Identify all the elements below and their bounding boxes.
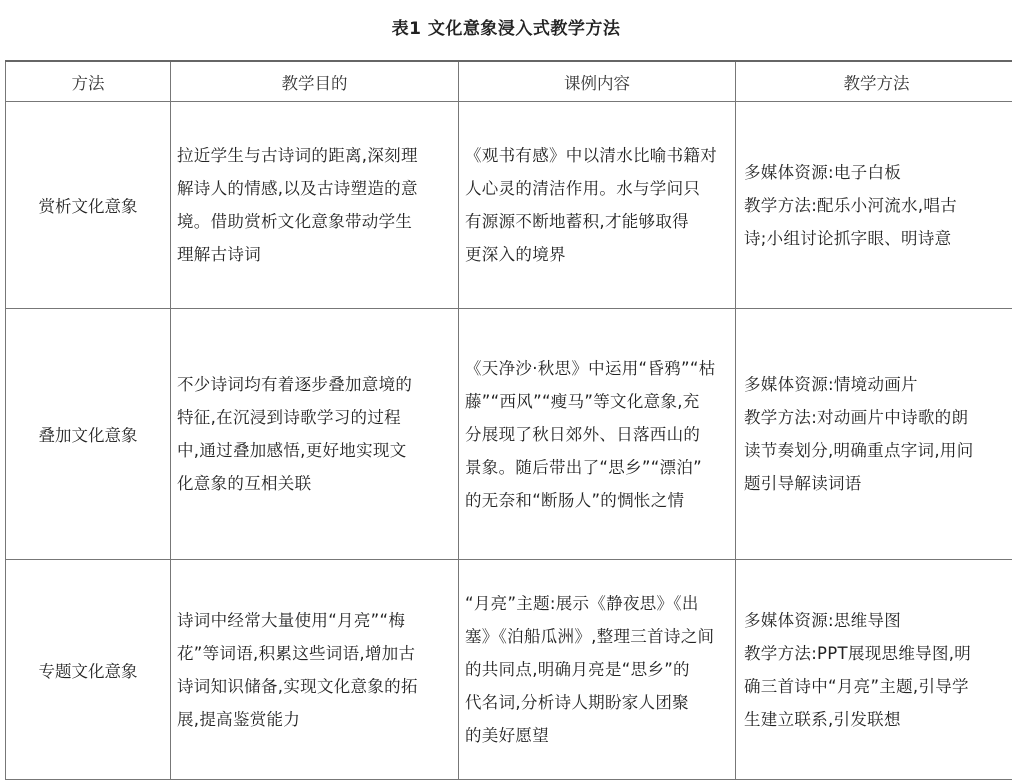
- header-method: 方法: [6, 61, 171, 102]
- cell-line: 塞》《泊船瓜洲》,整理三首诗之间: [465, 620, 729, 653]
- teaching-cell: [736, 309, 1012, 560]
- cell-line: 花”等词语,积累这些词语,增加古: [177, 637, 452, 670]
- cell-line: 的美好愿望: [465, 719, 729, 752]
- cell-line: 境。借助赏析文化意象带动学生: [177, 205, 452, 238]
- cell-line: 特征,在沉浸到诗歌学习的过程: [177, 401, 452, 434]
- cell-line: 解诗人的情感,以及古诗塑造的意: [177, 172, 452, 205]
- cell-line: 拉近学生与古诗词的距离,深刻理: [177, 139, 452, 172]
- cell-line: 中,通过叠加感悟,更好地实现文: [177, 434, 452, 467]
- table-header-row: [6, 61, 1012, 102]
- cell-line: 确三首诗中“月亮”主题,引导学: [744, 670, 1011, 703]
- cell-line: 不少诗词均有着逐步叠加意境的: [177, 368, 452, 401]
- cell-line: 教学方法:配乐小河流水,唱古: [744, 189, 1011, 222]
- teaching-cell: [736, 102, 1012, 309]
- cell-line: 的共同点,明确月亮是“思乡”的: [465, 653, 729, 686]
- cell-line: 读节奏划分,明确重点字词,用问: [744, 434, 1011, 467]
- cell-line: 代名词,分析诗人期盼家人团聚: [465, 686, 729, 719]
- header-purpose: 教学目的: [171, 61, 459, 102]
- cell-line: 景象。随后带出了“思乡”“漂泊”: [465, 451, 729, 484]
- cell-line: 藤”“西风”“瘦马”等文化意象,充: [465, 385, 729, 418]
- method-cell: 专题文化意象: [6, 560, 171, 780]
- teaching-cell: [736, 560, 1012, 780]
- content-cell: [459, 102, 736, 309]
- teaching-methods-table: [5, 60, 1012, 780]
- cell-line: 教学方法:对动画片中诗歌的朗: [744, 401, 1011, 434]
- cell-line: 生建立联系,引发联想: [744, 703, 1011, 736]
- cell-line: 化意象的互相关联: [177, 467, 452, 500]
- table-row: [6, 309, 1012, 560]
- purpose-cell: [171, 309, 459, 560]
- cell-line: 有源源不断地蓄积,才能够取得: [465, 205, 729, 238]
- header-teaching: 教学方法: [736, 61, 1012, 102]
- cell-line: 题引导解读词语: [744, 467, 1011, 500]
- cell-line: 诗;小组讨论抓字眼、明诗意: [744, 222, 1011, 255]
- cell-line: 教学方法:PPT展现思维导图,明: [744, 637, 1011, 670]
- cell-line: 更深入的境界: [465, 238, 729, 271]
- method-cell: 赏析文化意象: [6, 102, 171, 309]
- cell-line: 多媒体资源:思维导图: [744, 604, 1011, 637]
- cell-line: 多媒体资源:电子白板: [744, 156, 1011, 189]
- cell-line: 人心灵的清洁作用。水与学问只: [465, 172, 729, 205]
- cell-line: 《观书有感》中以清水比喻书籍对: [465, 139, 729, 172]
- table-row: [6, 560, 1012, 780]
- purpose-cell: [171, 102, 459, 309]
- method-cell: 叠加文化意象: [6, 309, 171, 560]
- content-cell: [459, 560, 736, 780]
- header-content: 课例内容: [459, 61, 736, 102]
- cell-line: 理解古诗词: [177, 238, 452, 271]
- cell-line: 多媒体资源:情境动画片: [744, 368, 1011, 401]
- cell-line: 分展现了秋日郊外、日落西山的: [465, 418, 729, 451]
- cell-line: 《天净沙·秋思》中运用“昏鸦”“枯: [465, 352, 729, 385]
- cell-line: 诗词知识储备,实现文化意象的拓: [177, 670, 452, 703]
- cell-line: 诗词中经常大量使用“月亮”“梅: [177, 604, 452, 637]
- cell-line: 的无奈和“断肠人”的惆怅之情: [465, 484, 729, 517]
- purpose-cell: [171, 560, 459, 780]
- cell-line: 展,提高鉴赏能力: [177, 703, 452, 736]
- table-title: 表1 文化意象浸入式教学方法: [0, 14, 1012, 39]
- cell-line: “月亮”主题:展示《静夜思》《出: [465, 587, 729, 620]
- content-cell: [459, 309, 736, 560]
- table-row: [6, 102, 1012, 309]
